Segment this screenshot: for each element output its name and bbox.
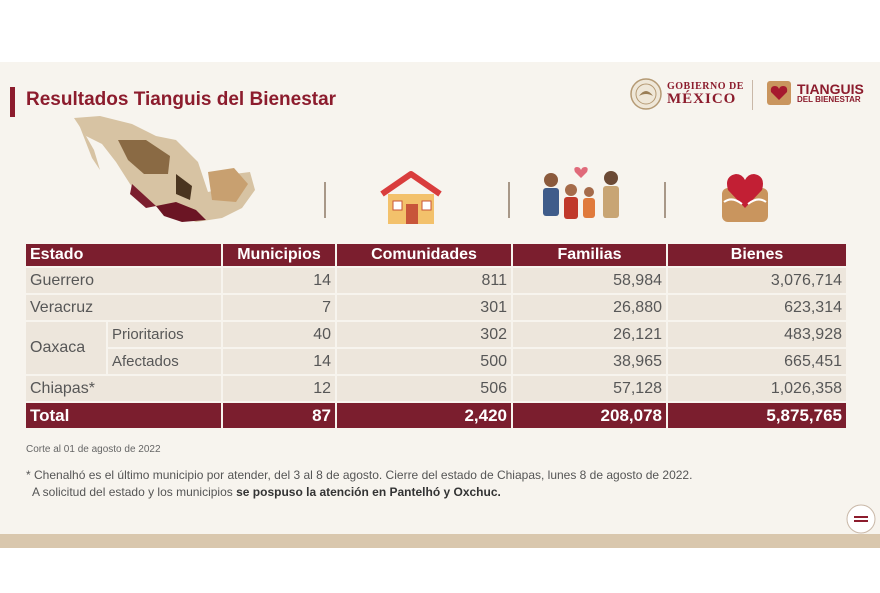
gobierno-mexico-logo bbox=[630, 78, 744, 110]
subcategory-cell: Prioritarios bbox=[108, 322, 221, 347]
icon-separator bbox=[508, 182, 510, 218]
bienes-cell: 3,076,714 bbox=[668, 268, 846, 293]
mexico-map-icon bbox=[72, 114, 257, 226]
title-accent-bar bbox=[10, 87, 15, 117]
municipios-cell: 7 bbox=[223, 295, 335, 320]
icon-separator bbox=[664, 182, 666, 218]
table-header-row bbox=[26, 244, 846, 266]
family-icon bbox=[533, 164, 629, 228]
eagle-seal-icon bbox=[630, 78, 662, 110]
estado-cell: Oaxaca bbox=[26, 322, 106, 374]
familias-cell: 26,880 bbox=[513, 295, 666, 320]
total-label: Total bbox=[26, 403, 221, 428]
estado-cell: Guerrero bbox=[26, 268, 221, 293]
bienes-cell: 483,928 bbox=[668, 322, 846, 347]
municipios-cell: 14 bbox=[223, 268, 335, 293]
footnote-line2 bbox=[32, 485, 501, 499]
comunidades-cell: 506 bbox=[337, 376, 511, 401]
tianguis-heart-icon bbox=[766, 80, 792, 106]
bienes-cell: 665,451 bbox=[668, 349, 846, 374]
header-municipios: Municipios bbox=[223, 244, 335, 266]
comunidades-cell: 811 bbox=[337, 268, 511, 293]
comunidades-cell: 301 bbox=[337, 295, 511, 320]
tianguis-line2: DEL BIENESTAR bbox=[797, 95, 861, 104]
footnote-line2-plain: A solicitud del estado y los municipios bbox=[32, 485, 237, 499]
logo-divider bbox=[752, 80, 753, 110]
familias-cell: 38,965 bbox=[513, 349, 666, 374]
total-bienes: 5,875,765 bbox=[668, 403, 846, 428]
estado-cell: Veracruz bbox=[26, 295, 221, 320]
header-comunidades: Comunidades bbox=[337, 244, 511, 266]
bienes-cell: 623,314 bbox=[668, 295, 846, 320]
municipios-cell: 12 bbox=[223, 376, 335, 401]
municipios-cell: 40 bbox=[223, 322, 335, 347]
results-table bbox=[24, 242, 848, 430]
bienes-cell: 1,026,358 bbox=[668, 376, 846, 401]
tianguis-line1: TIANGUIS bbox=[797, 81, 864, 97]
gobierno-line2: MÉXICO bbox=[667, 90, 737, 107]
total-familias: 208,078 bbox=[513, 403, 666, 428]
subcategory-cell: Afectados bbox=[108, 349, 221, 374]
municipios-cell: 14 bbox=[223, 349, 335, 374]
table-row bbox=[26, 268, 846, 293]
cutoff-note: Corte al 01 de agosto de 2022 bbox=[26, 444, 161, 455]
house-icon bbox=[378, 170, 444, 226]
total-row bbox=[26, 403, 846, 428]
comunidades-cell: 500 bbox=[337, 349, 511, 374]
header-familias: Familias bbox=[513, 244, 666, 266]
slide bbox=[0, 62, 880, 548]
footnote-line2-bold: se pospuso la atención en Pantelhó y Oxchuc. bbox=[236, 485, 501, 499]
icon-separator bbox=[324, 182, 326, 218]
hands-heart-icon bbox=[718, 164, 772, 224]
header-estado: Estado bbox=[26, 244, 221, 266]
bottom-band bbox=[0, 534, 880, 548]
total-comunidades: 2,420 bbox=[337, 403, 511, 428]
familias-cell: 57,128 bbox=[513, 376, 666, 401]
comunidades-cell: 302 bbox=[337, 322, 511, 347]
familias-cell: 58,984 bbox=[513, 268, 666, 293]
table-row bbox=[26, 349, 846, 374]
table-row bbox=[26, 295, 846, 320]
table-row bbox=[26, 376, 846, 401]
estado-cell: Chiapas* bbox=[26, 376, 221, 401]
tianguis-bienestar-logo bbox=[766, 80, 864, 106]
header-bienes: Bienes bbox=[668, 244, 846, 266]
gobierno-line1: GOBIERNO DE bbox=[667, 80, 744, 92]
familias-cell: 26,121 bbox=[513, 322, 666, 347]
corner-seal-icon bbox=[846, 504, 876, 534]
page-title: Resultados Tianguis del Bienestar bbox=[26, 89, 337, 110]
table-row bbox=[26, 322, 846, 347]
footnote-line1: * Chenalhó es el último municipio por atender, del 3 al 8 de agosto. Cierre del estado de Chiapas, lunes 8 de agosto de 2022. bbox=[26, 468, 693, 482]
total-municipios: 87 bbox=[223, 403, 335, 428]
